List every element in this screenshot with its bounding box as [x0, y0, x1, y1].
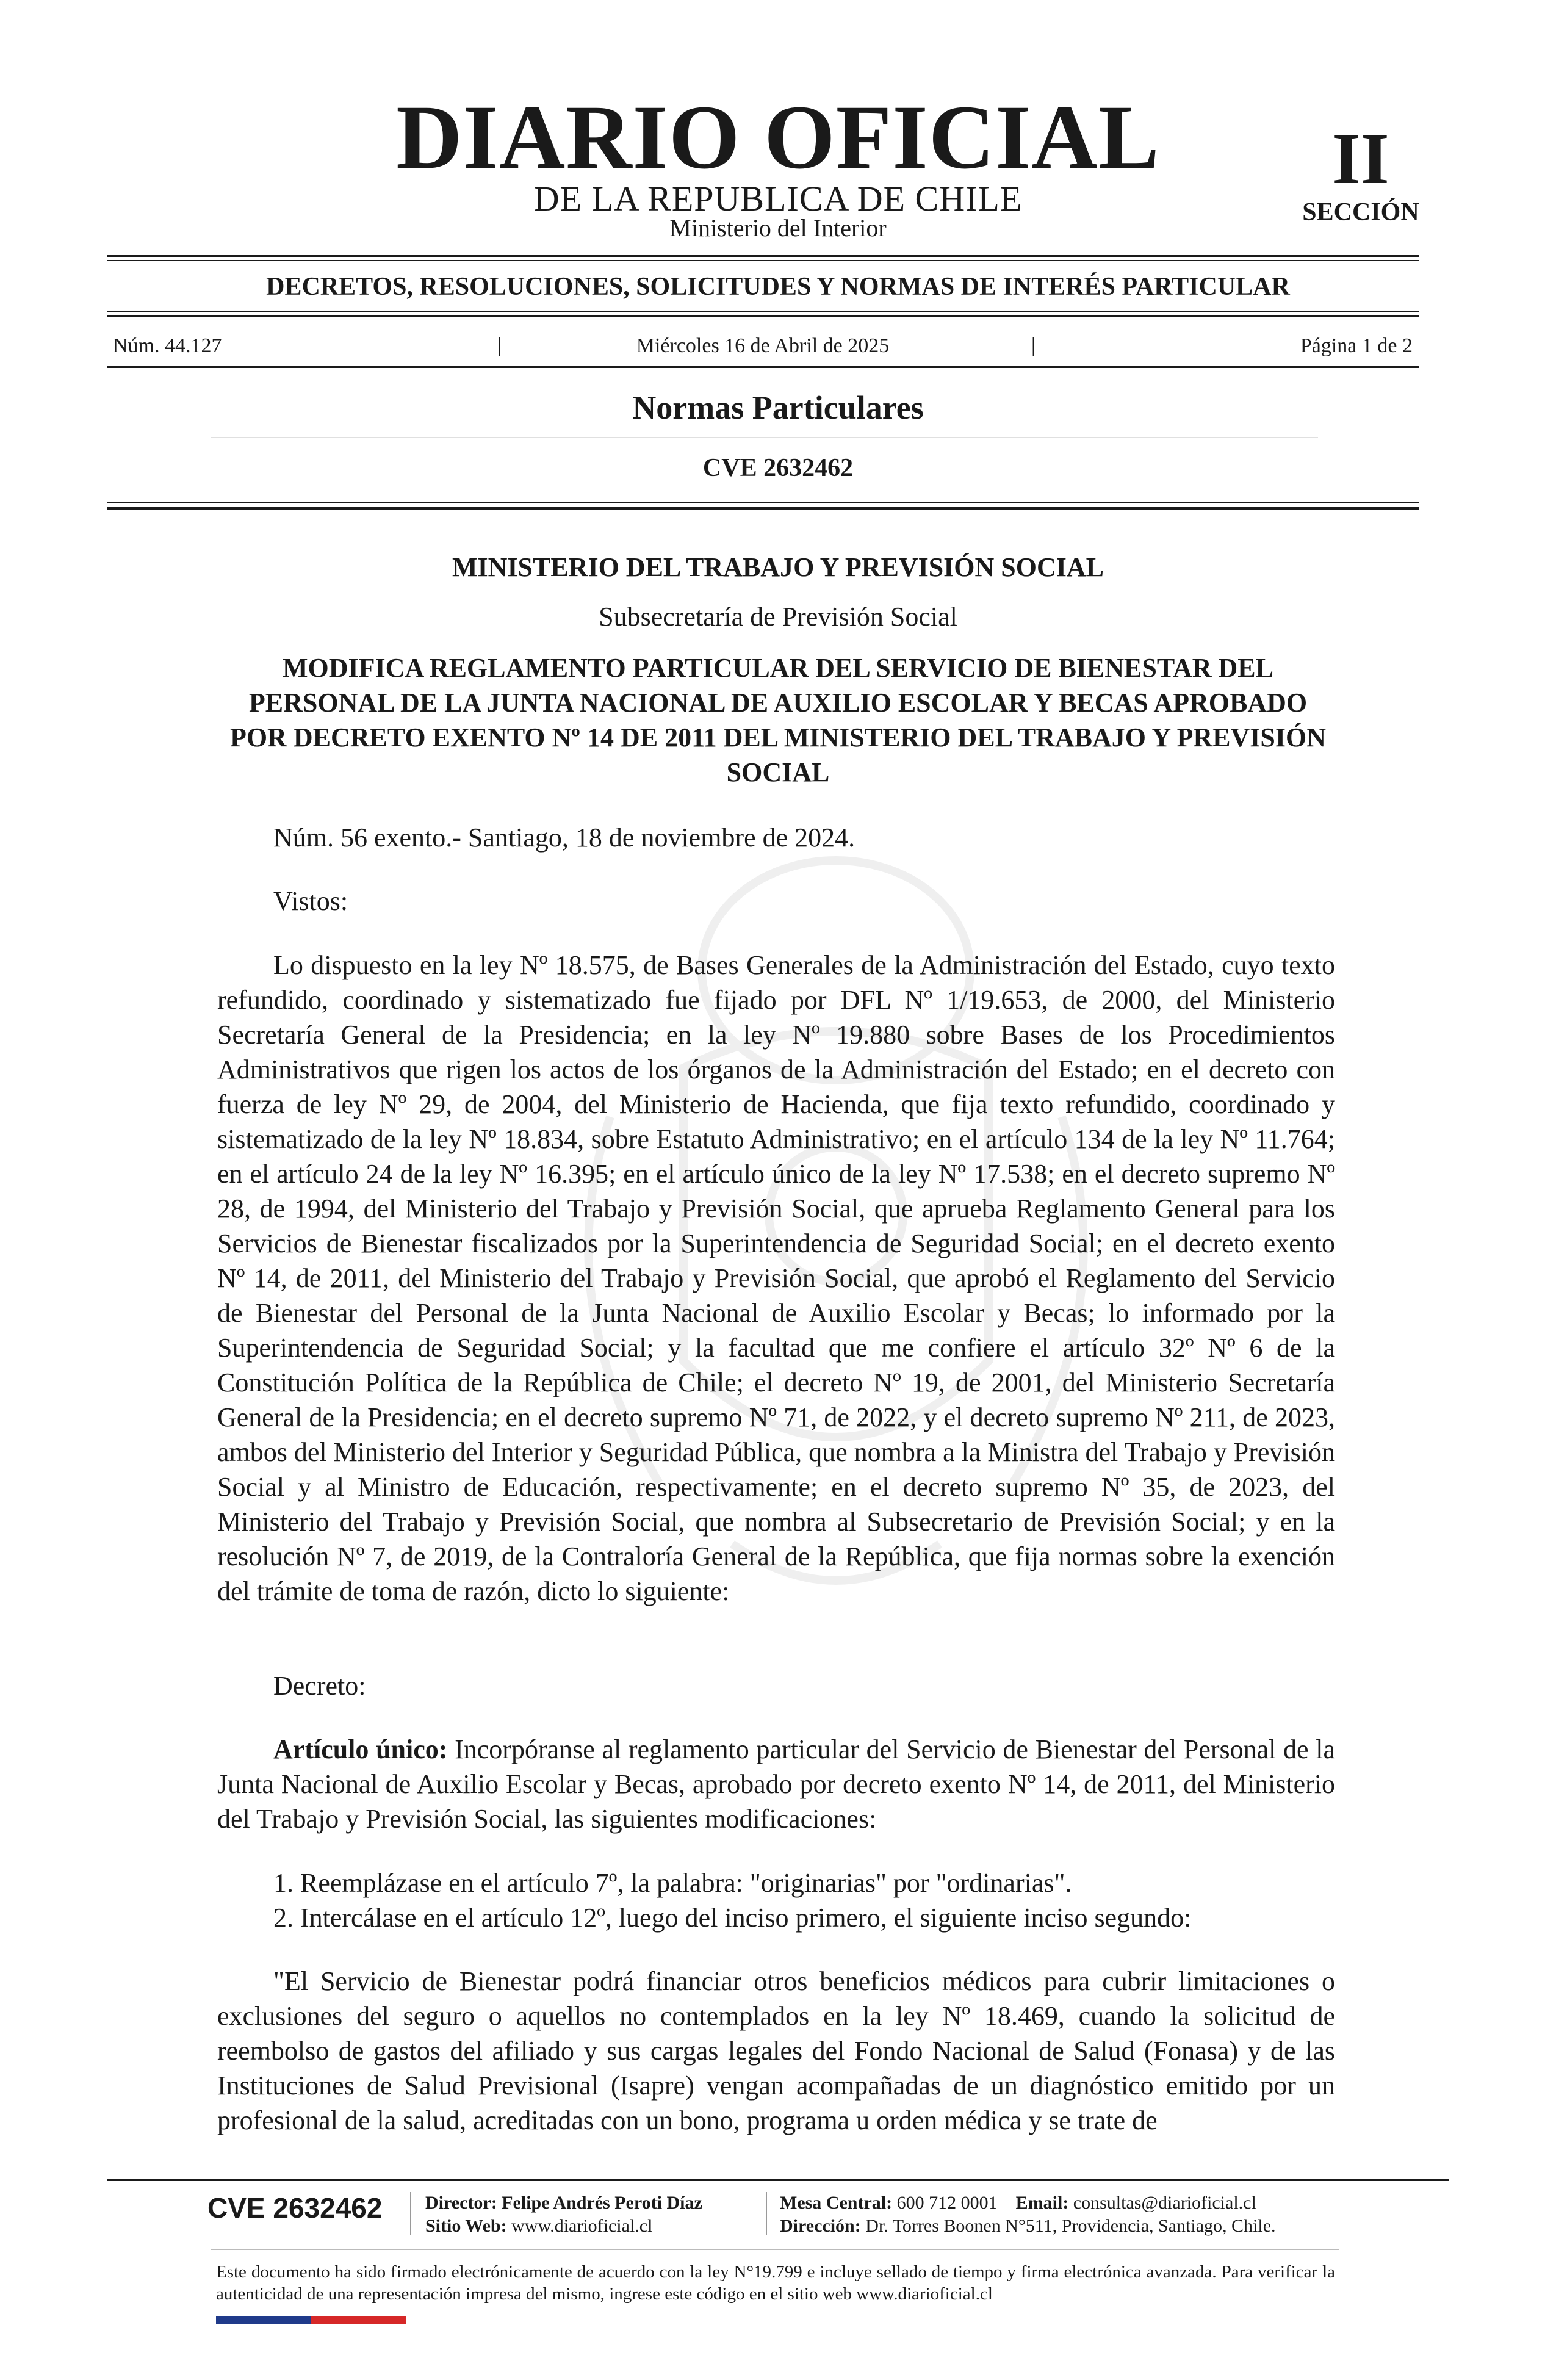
cve-code: CVE 2632462: [702, 454, 854, 482]
newspaper-title: DIARIO OFICIAL: [396, 87, 1160, 188]
footer-cve: CVE 2632462: [207, 2192, 383, 2224]
footer-divider: [766, 2192, 767, 2235]
footer-thin-rule: [211, 2249, 1339, 2250]
flag-color-bar: [216, 2316, 406, 2324]
category-rule: [107, 315, 1419, 317]
decreto-heading: Decreto:: [273, 1671, 366, 1701]
footer-website: [425, 2215, 652, 2237]
address-value: Dr. Torres Boonen N°511, Providencia, Santiago, Chile.: [865, 2216, 1276, 2236]
masthead-rule-top: [107, 255, 1419, 257]
page-indicator: Página 1 de 2: [1300, 334, 1413, 357]
articulo-unico-paragraph: [217, 1732, 1335, 1836]
issue-number: Núm. 44.127: [113, 334, 222, 357]
decree-number-line: Núm. 56 exento.- Santiago, 18 de noviembre de 2024.: [273, 823, 855, 853]
issue-date: Miércoles 16 de Abril de 2025: [636, 334, 890, 357]
footer-signature-note: Este documento ha sido firmado electrónicamente de acuerdo con la ley N°19.799 e incluye sellado de tiempo y firma electrónica avanzada. Para verificar la autenticidad de una representación impresa del mismo, ingrese este código en el sitio web www.diarioficial.cl: [216, 2262, 1335, 2304]
masthead-rule-top-thin: [107, 260, 1419, 261]
director-label: Director:: [425, 2193, 497, 2213]
mesa-phone: 600 712 0001: [896, 2193, 998, 2213]
cve-rule: [107, 502, 1419, 503]
newspaper-subtitle: DE LA REPUBLICA DE CHILE: [533, 179, 1023, 218]
newspaper-ministry: Ministerio del Interior: [669, 214, 887, 242]
section-number: II: [1332, 118, 1389, 199]
section-label: SECCIÓN: [1302, 198, 1419, 226]
info-separator: |: [1031, 334, 1036, 357]
articulo-label: Artículo único:: [273, 1734, 448, 1764]
info-separator: |: [497, 334, 502, 357]
footer-rule: [107, 2179, 1449, 2181]
email-label: Email:: [1015, 2193, 1069, 2213]
list-item: 2. Intercálase en el artículo 12º, luego del inciso primero, el siguiente inciso segundo:: [273, 1903, 1192, 1933]
flag-blue-segment: [216, 2316, 311, 2324]
category-rule-thin: [107, 311, 1419, 312]
issue-info-bar: [107, 334, 1419, 358]
category-heading: DECRETOS, RESOLUCIONES, SOLICITUDES Y NORMAS DE INTERÉS PARTICULAR: [266, 273, 1290, 301]
website-link[interactable]: www.diarioficial.cl: [511, 2216, 653, 2236]
decree-title: MODIFICA REGLAMENTO PARTICULAR DEL SERVICIO DE BIENESTAR DEL PERSONAL DE LA JUNTA NACIONAL DE AUXILIO ESCOLAR Y BECAS APROBADO POR DECRETO EXENTO Nº 14 DE 2011 DEL MINISTERIO DEL TRABAJO Y PREVISIÓN SOCIAL: [229, 653, 1327, 787]
website-label: Sitio Web:: [425, 2216, 507, 2236]
director-name: Felipe Andrés Peroti Díaz: [502, 2193, 702, 2213]
vistos-paragraph: Lo dispuesto en la ley Nº 18.575, de Bases Generales de la Administración del Estado, cuyo texto refundido, coordinado y sistematizado fue fijado por DFL Nº 1/19.653, de 2000, del Ministerio Secretaría General de la Presidencia; en la ley Nº 19.880 sobre Bases de los Procedimientos Administrativos que rigen los actos de los órganos de la Administración del Estado; en el decreto con fuerza de ley Nº 29, de 2004, del Ministerio de Hacienda, que fija texto refundido, coordinado y sistematizado de la ley Nº 18.834, sobre Estatuto Administrativo; en el artículo 134 de la ley Nº 11.764; en el artículo 24 de la ley Nº 16.395; en el artículo único de la ley Nº 17.538; en el decreto supremo Nº 28, de 1994, del Ministerio del Trabajo y Previsión Social, que aprueba Reglamento General para los Servicios de Bienestar fiscalizados por la Superintendencia de Seguridad Social; en el decreto exento Nº 14, de 2011, del Ministerio del Trabajo y Previsión Social, que aprobó el Reglamento del Servicio de Bienestar del Personal de la Junta Nacional de Auxilio Escolar y Becas; lo informado por la Superintendencia de Seguridad Social; y la facultad que me confiere el artículo 32º Nº 6 de la Constitución Política de la República de Chile; el decreto Nº 19, de 2001, del Ministerio Secretaría General de la Presidencia; en el decreto supremo Nº 71, de 2022, y el decreto supremo Nº 211, de 2023, ambos del Ministerio del Interior y Seguridad Pública, que nombra a la Ministra del Trabajo y Previsión Social y al Ministro de Educación, respectivamente; en el decreto supremo Nº 35, de 2023, del Ministerio del Trabajo y Previsión Social, que nombra al Subsecretario de Previsión Social; y en la resolución Nº 7, de 2019, de la Contraloría General de la República, que fija normas sobre la exención del trámite de toma de razón, dicto lo siguiente:: [217, 950, 1335, 1606]
mesa-label: Mesa Central:: [780, 2193, 893, 2213]
list-item: 1. Reemplázase en el artículo 7º, la palabra: "originarias" por "ordinarias".: [273, 1868, 1072, 1898]
footer-divider: [410, 2192, 411, 2235]
flag-red-segment: [311, 2316, 406, 2324]
info-bar-rule: [107, 366, 1419, 368]
section-title-rule: [211, 437, 1318, 438]
quoted-paragraph: "El Servicio de Bienestar podrá financiar otros beneficios médicos para cubrir limitaciones o exclusiones del seguro o aquellos no contemplados en la ley Nº 18.469, cuando la solicitud de reembolso de gastos del afiliado y sus cargas legales del Fondo Nacional de Salud (Fonasa) y de las Instituciones de Salud Previsional (Isapre) vengan acompañadas de un diagnóstico emitido por un profesional de la salud, acreditadas con un bono, programa u orden médica y se trate de: [217, 1966, 1335, 2135]
footer-contact: [780, 2192, 1256, 2214]
footer-address: [780, 2215, 1276, 2237]
section-title: Normas Particulares: [632, 389, 924, 426]
subsecretaria: Subsecretaría de Previsión Social: [599, 602, 957, 632]
articulo-body: Incorpóranse al reglamento particular del Servicio de Bienestar del Personal de la Junta Nacional de Auxilio Escolar y Becas, aprobado por decreto exento Nº 14, de 2011, del Ministerio del Trabajo y Previsión Social, las siguientes modificaciones:: [217, 1734, 1336, 1834]
issuing-ministry: MINISTERIO DEL TRABAJO Y PREVISIÓN SOCIAL: [452, 552, 1104, 582]
address-label: Dirección:: [780, 2216, 861, 2236]
vistos-heading: Vistos:: [273, 886, 348, 916]
email-link[interactable]: consultas@diarioficial.cl: [1073, 2193, 1256, 2213]
cve-rule-thick: [107, 507, 1419, 510]
footer-director: [425, 2192, 702, 2214]
